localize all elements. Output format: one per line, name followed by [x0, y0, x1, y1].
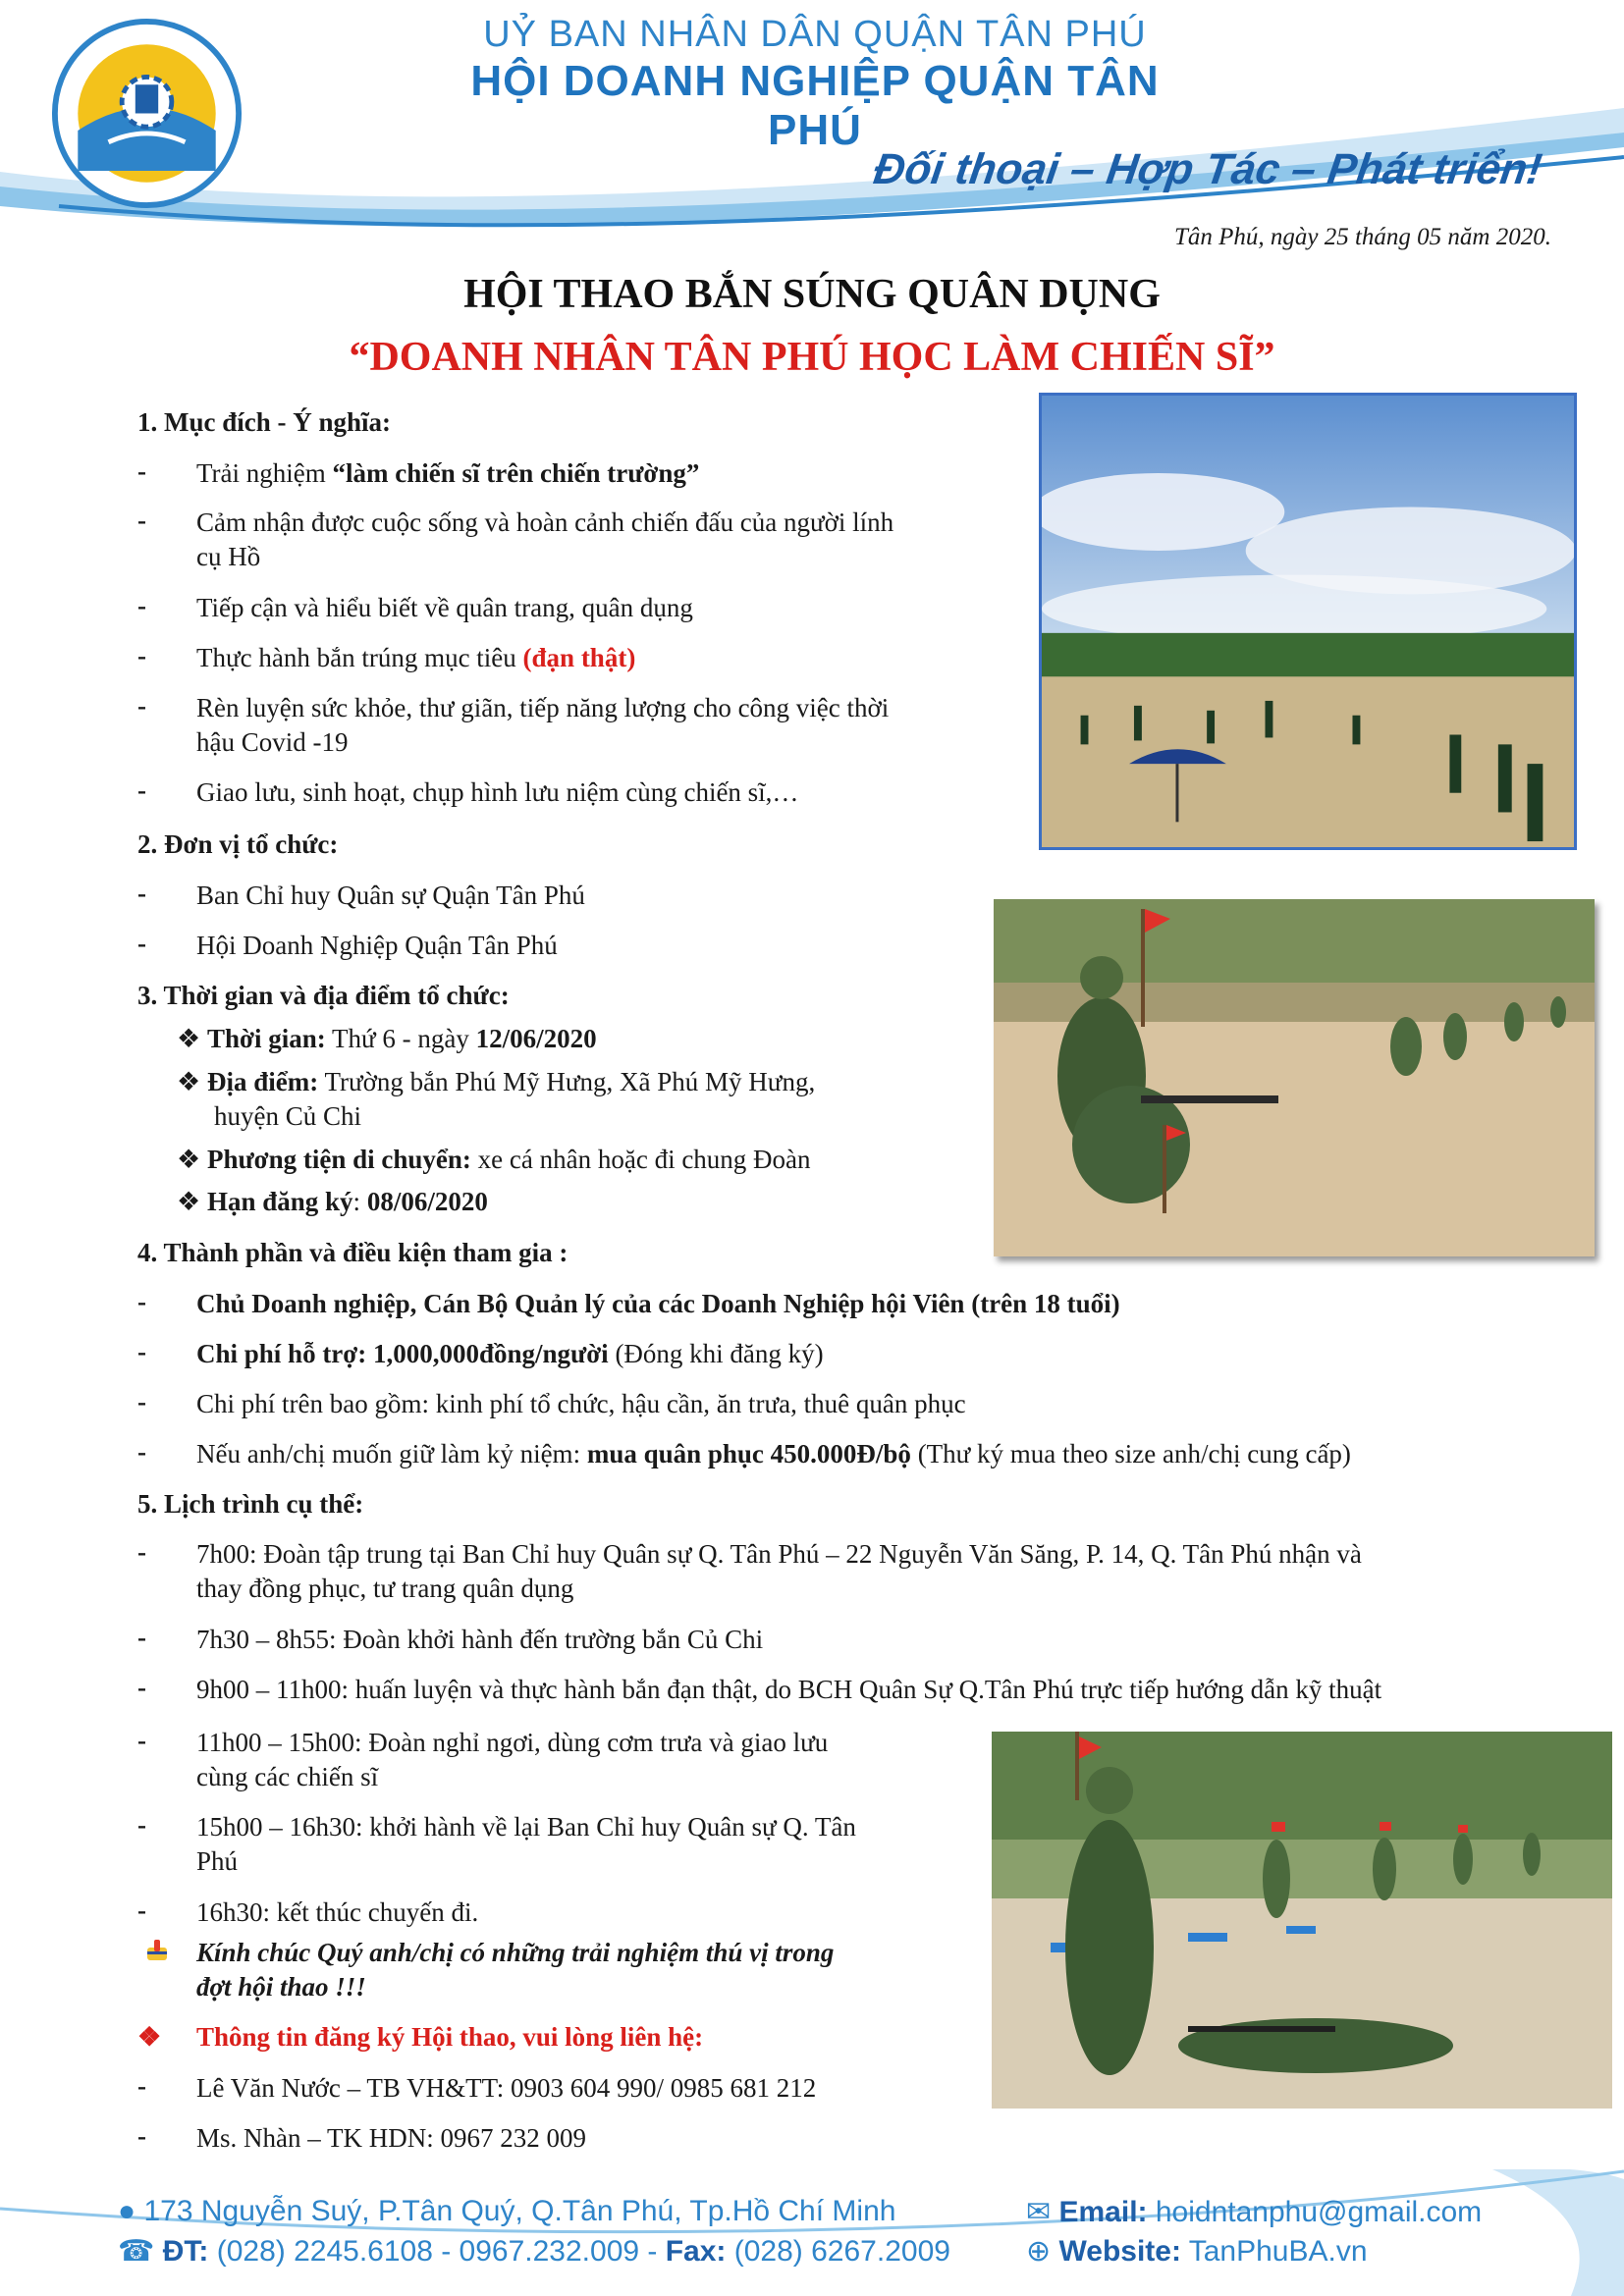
s1-item-4-red: (đạn thật) [522, 643, 636, 672]
bullet-dash: - [137, 506, 146, 535]
s5-item-2: 7h30 – 8h55: Đoàn khởi hành đến trường bắn Củ Chi [196, 1625, 764, 1654]
s1-item-4-text: Thực hành bắn trúng mục tiêu [196, 643, 523, 672]
photo-shooting-range [1039, 393, 1577, 850]
closing-wish-cont: đợt hội thao !!! [196, 1972, 366, 2002]
s4-item-1: Chủ Doanh nghiệp, Cán Bộ Quản lý của các Doanh Nghiệp hội Viên (trên 18 tuổi) [196, 1289, 1120, 1318]
s5-item-3: 9h00 – 11h00: huấn luyện và thực hành bắn đạn thật, do BCH Quân Sự Q.Tân Phú trực tiếp hướng dẫn kỹ thuật [196, 1675, 1382, 1704]
bullet-dash: - [137, 641, 146, 670]
document-title: HỘI THAO BẮN SÚNG QUÂN DỤNG [463, 272, 1161, 317]
bullet-dash: - [137, 1387, 146, 1416]
footer-website-text[interactable]: TanPhuBA.vn [1180, 2235, 1368, 2268]
s3-transport-label: Phương tiện di chuyển: [206, 1145, 471, 1174]
bullet-dash: - [137, 2071, 146, 2101]
diamond-bullet-icon: ❖ [177, 1187, 201, 1216]
s5-item-4: 11h00 – 15h00: Đoàn nghỉ ngơi, dùng cơm trưa và giao lưu [196, 1728, 829, 1757]
s3-time [177, 1022, 597, 1056]
s5-item-1-cont: thay đồng phục, tư trang quân dụng [196, 1574, 574, 1603]
s4-item-2-bold: Chi phí hỗ trợ: 1,000,000đồng/người [196, 1339, 609, 1368]
phone-icon: ☎ [118, 2235, 155, 2268]
s5-item-1: 7h00: Đoàn tập trung tại Ban Chỉ huy Quân sự Q. Tân Phú – 22 Nguyễn Văn Săng, P. 14, Q. Tân Phú nhận và [196, 1539, 1362, 1569]
s3-place-text: Trường bắn Phú Mỹ Hưng, Xã Phú Mỹ Hưng, [318, 1067, 816, 1096]
diamond-bullet-icon: ❖ [177, 1067, 201, 1096]
bullet-dash: - [137, 691, 146, 721]
bullet-dash: - [137, 456, 146, 486]
s3-place-label: Địa điểm: [206, 1067, 319, 1096]
s3-time-label: Thời gian: [206, 1024, 326, 1053]
s3-deadline-date: 08/06/2020 [366, 1187, 488, 1216]
bullet-dash: - [137, 1810, 146, 1840]
s1-item-5-cont: hậu Covid -19 [196, 727, 349, 757]
section-1-heading: 1. Mục đích - Ý nghĩa: [137, 407, 392, 437]
s3-place-cont: huyện Củ Chi [214, 1101, 362, 1131]
email-icon: ✉ [1026, 2196, 1052, 2228]
footer-swoosh-decoration [0, 2169, 1624, 2296]
slogan: Đối thoại – Hợp Tác – Phát triển! [870, 145, 1545, 193]
photo-soldier-aiming [994, 899, 1595, 1256]
s1-item-2-cont: cụ Hồ [196, 542, 261, 571]
s4-item-3: Chi phí trên bao gồm: kinh phí tổ chức, hậu cần, ăn trưa, thuê quân phục [196, 1389, 966, 1418]
association-logo [51, 18, 243, 209]
footer-website[interactable] [1026, 2234, 1368, 2269]
bullet-dash: - [137, 1337, 146, 1366]
footer-phone-label: ĐT: [162, 2235, 209, 2268]
s3-place [177, 1065, 972, 1099]
bullet-dash: - [137, 1437, 146, 1467]
bullet-dash: - [137, 1673, 146, 1702]
bullet-dash: - [137, 591, 146, 620]
footer-address [118, 2195, 895, 2228]
s1-item-1-text: Trải nghiệm [196, 458, 333, 488]
s1-item-1 [196, 456, 699, 491]
bullet-dash: - [137, 1287, 146, 1316]
section-3-heading: 3. Thời gian và địa điểm tổ chức: [137, 981, 510, 1010]
org-parent-name: UỶ BAN NHÂN DÂN QUẬN TÂN PHÚ [483, 14, 1147, 55]
s3-time-text: Thứ 6 - ngày [325, 1024, 476, 1053]
bullet-dash: - [137, 879, 146, 908]
bullet-dash: - [137, 1537, 146, 1567]
s3-deadline [177, 1185, 488, 1219]
s1-item-2: Cảm nhận được cuộc sống và hoàn cảnh chiến đấu của người lính [196, 507, 894, 537]
diamond-bullet-icon: ❖ [137, 2022, 162, 2052]
footer-email-text[interactable]: hoidntanphu@gmail.com [1147, 2196, 1483, 2228]
bullet-dash: - [137, 775, 146, 805]
footer-fax-label: Fax: [665, 2235, 727, 2268]
bullet-dash: - [137, 1896, 146, 1925]
s3-transport-text: xe cá nhân hoặc đi chung Đoàn [470, 1145, 811, 1174]
bullet-dash: - [137, 1623, 146, 1652]
s4-item-4 [196, 1437, 1351, 1471]
s5-item-6: 16h30: kết thúc chuyến đi. [196, 1897, 479, 1927]
footer-fax-text: (028) 6267.2009 [726, 2235, 950, 2268]
footer-website-label: Website: [1058, 2235, 1181, 2268]
diamond-bullet-icon: ❖ [177, 1024, 201, 1053]
s4-item-2-text: (Đóng khi đăng ký) [608, 1339, 824, 1368]
s5-item-4-cont: cùng các chiến sĩ [196, 1762, 379, 1791]
closing-wish: Kính chúc Quý anh/chị có những trải nghiệm thú vị trong [196, 1938, 835, 1967]
hand-pointer-icon [145, 1938, 173, 1963]
document-subtitle: “DOANH NHÂN TÂN PHÚ HỌC LÀM CHIẾN SĨ” [349, 335, 1275, 380]
bullet-dash: - [137, 1726, 146, 1755]
footer-email[interactable] [1026, 2195, 1482, 2229]
contact-2: Ms. Nhàn – TK HDN: 0967 232 009 [196, 2123, 586, 2153]
footer-phone-text: (028) 2245.6108 - 0967.232.009 - [208, 2235, 666, 2268]
footer-address-text: 173 Nguyễn Suý, P.Tân Quý, Q.Tân Phú, Tp.Hồ Chí Minh [143, 2195, 896, 2227]
s1-item-1-bold: “làm chiến sĩ trên chiến trường” [332, 458, 700, 488]
s1-item-4 [196, 641, 635, 675]
section-2-heading: 2. Đơn vị tổ chức: [137, 829, 339, 859]
date-line: Tân Phú, ngày 25 tháng 05 năm 2020. [1173, 224, 1551, 250]
section-4-heading: 4. Thành phần và điều kiện tham gia : [137, 1238, 568, 1267]
bullet-dash: - [137, 929, 146, 958]
s1-item-5: Rèn luyện sức khỏe, thư giãn, tiếp năng lượng cho công việc thời [196, 693, 890, 722]
s5-item-5-cont: Phú [196, 1846, 239, 1876]
contact-heading: Thông tin đăng ký Hội thao, vui lòng liên hệ: [196, 2022, 704, 2052]
s2-item-1: Ban Chỉ huy Quân sự Quận Tân Phú [196, 881, 585, 910]
s1-item-3: Tiếp cận và hiểu biết về quân trang, quân dụng [196, 593, 693, 622]
s4-item-2 [196, 1337, 824, 1371]
s1-item-6: Giao lưu, sinh hoạt, chụp hình lưu niệm cùng chiến sĩ,… [196, 777, 799, 807]
s4-item-4-rest: (Thư ký mua theo size anh/chị cung cấp) [910, 1439, 1351, 1468]
footer-email-label: Email: [1058, 2196, 1148, 2228]
bullet-dash: - [137, 2121, 146, 2151]
diamond-bullet-icon: ❖ [177, 1145, 201, 1174]
s4-item-4-text: Nếu anh/chị muốn giữ làm kỷ niệm: [196, 1439, 587, 1468]
footer-phone [118, 2234, 950, 2269]
s2-item-2: Hội Doanh Nghiệp Quận Tân Phú [196, 931, 558, 960]
s5-item-5: 15h00 – 16h30: khởi hành về lại Ban Chỉ huy Quân sự Q. Tân [196, 1812, 856, 1842]
s3-deadline-sep: : [352, 1187, 367, 1216]
section-5-heading: 5. Lịch trình cụ thể: [137, 1489, 364, 1519]
location-pin-icon: ● [118, 2195, 136, 2227]
contact-1: Lê Văn Nước – TB VH&TT: 0903 604 990/ 0985 681 212 [196, 2073, 817, 2103]
org-name: HỘI DOANH NGHIỆP QUẬN TÂN PHÚ [470, 57, 1160, 154]
s3-time-date: 12/06/2020 [475, 1024, 597, 1053]
s3-transport [177, 1143, 811, 1177]
photo-prone-shooters [992, 1732, 1612, 2109]
s4-item-4-bold: mua quân phục 450.000Đ/bộ [586, 1439, 911, 1468]
s3-deadline-label: Hạn đăng ký [206, 1187, 353, 1216]
globe-icon: ⊕ [1026, 2235, 1052, 2268]
